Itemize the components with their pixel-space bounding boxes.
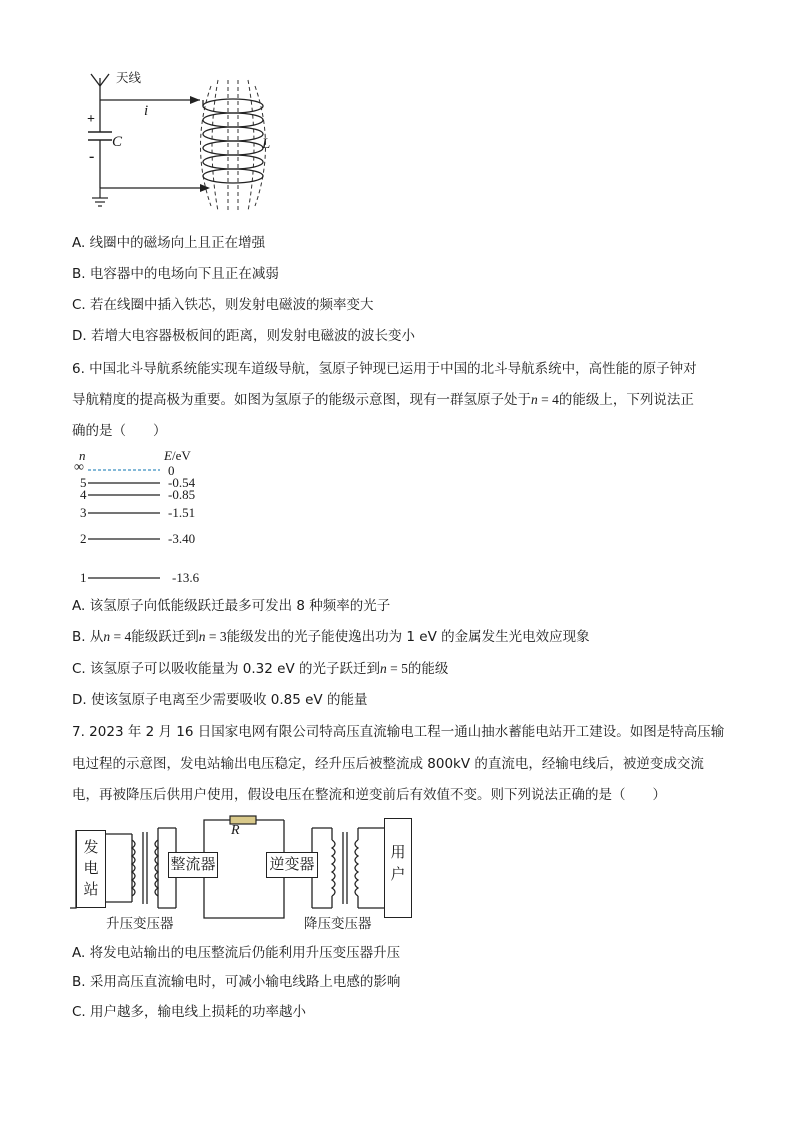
q6-b-v2: = 3 bbox=[205, 629, 227, 644]
e-label-3: -1.51 bbox=[168, 505, 196, 520]
e-label-5: -0.54 bbox=[168, 475, 196, 490]
q6-option-b bbox=[72, 628, 590, 646]
user-box bbox=[384, 818, 412, 918]
q6-stem-line1: 6. 中国北斗导航系统能实现车道级导航，氢原子钟现已运用于中国的北斗导航系统中，高性能的原子钟对 bbox=[72, 361, 697, 377]
q7-stem-line1: 7. 2023 年 2 月 16 日国家电网有限公司特高压直流输电工程一通山抽水蓄能电站开工建设。如图是特高压输 bbox=[72, 724, 725, 740]
inductor-coil bbox=[203, 99, 263, 183]
energy-level-diagram bbox=[74, 448, 234, 588]
step-up-label: 升压变压器 bbox=[106, 916, 174, 932]
q5-option-b: B. 电容器中的电场向下且正在减弱 bbox=[72, 266, 279, 282]
e-axis-header: E/eV bbox=[164, 448, 191, 463]
q6-b-v1: = 4 bbox=[110, 629, 132, 644]
q7-option-c: C. 用户越多，输电线上损耗的功率越小 bbox=[72, 1004, 307, 1020]
q7-stem-line2: 电过程的示意图，发电站输出电压稳定，经升压后被整流成 800kV 的直流电，经输电线后，被逆变成交流 bbox=[72, 756, 704, 772]
resistor-label: R bbox=[231, 823, 240, 838]
plus-sign: + bbox=[87, 112, 95, 127]
station-label: 发电站 bbox=[83, 838, 99, 898]
e-label-1: -13.6 bbox=[172, 570, 200, 585]
antenna-label: 天线 bbox=[116, 70, 142, 85]
n-axis-header: n bbox=[79, 448, 86, 463]
q5-option-d: D. 若增大电容器极板间的距离，则发射电磁波的波长变小 bbox=[72, 328, 415, 344]
capacitor-label: C bbox=[112, 134, 123, 150]
q6-b-pre: B. 从 bbox=[72, 629, 104, 645]
q7-option-b: B. 采用高压直流输电时，可减小输电线路上电感的影响 bbox=[72, 974, 401, 990]
inverter-box: 逆变器 bbox=[266, 852, 318, 878]
q6-line2-pre: 导航精度的提高极为重要。如图为氢原子的能级示意图，现有一群氢原子处于 bbox=[72, 392, 531, 408]
q6-b-n1: n bbox=[103, 629, 111, 644]
step-down-primary-coil bbox=[332, 840, 335, 896]
q6-c-post: 的能级 bbox=[407, 661, 449, 677]
lc-circuit-figure bbox=[78, 66, 288, 216]
transmission-diagram bbox=[70, 814, 420, 934]
inductor-label: L bbox=[262, 136, 271, 152]
e-label-4: -0.85 bbox=[168, 487, 196, 502]
q6-option-c bbox=[72, 660, 448, 678]
n-label-inf: ∞ bbox=[74, 460, 84, 475]
q7-option-a: A. 将发电站输出的电压整流后仍能利用升压变压器升压 bbox=[72, 945, 401, 961]
lc-circuit-svg bbox=[78, 66, 288, 216]
q6-b-post: 能级发出的光子能使逸出功为 1 eV 的金属发生光电效应现象 bbox=[226, 629, 590, 645]
q6-option-a: A. 该氢原子向低能级跃迁最多可发出 8 种频率的光子 bbox=[72, 598, 391, 614]
n-label-1: 1 bbox=[80, 570, 87, 585]
q6-stem-line3: 确的是（ ） bbox=[72, 423, 167, 439]
rectifier-box: 整流器 bbox=[168, 852, 218, 878]
n-label-4: 4 bbox=[80, 487, 87, 502]
step-down-label: 降压变压器 bbox=[304, 916, 372, 932]
q7-stem-line3: 电，再被降压后供用户使用，假设电压在整流和逆变前后有效值不变。则下列说法正确的是（ ） bbox=[72, 787, 666, 803]
n-label-3: 3 bbox=[80, 505, 87, 520]
q6-line2-post: 的能级上，下列说法正 bbox=[558, 392, 694, 408]
q6-b-n2: n bbox=[198, 629, 206, 644]
e-label-inf: 0 bbox=[168, 463, 175, 478]
step-down-secondary-coil bbox=[355, 840, 358, 896]
q6-c-n: n bbox=[379, 661, 387, 676]
current-arrow-icon bbox=[190, 96, 200, 104]
q6-stem-line2 bbox=[72, 391, 694, 409]
energy-level-lines bbox=[74, 448, 234, 588]
n-label-2: 2 bbox=[80, 531, 87, 546]
ground-icon bbox=[92, 188, 108, 206]
q6-c-pre: C. 该氢原子可以吸收能量为 0.32 eV 的光子跃迁到 bbox=[72, 661, 380, 677]
n-label-5: 5 bbox=[80, 475, 87, 490]
q5-option-c: C. 若在线圈中插入铁芯，则发射电磁波的频率变大 bbox=[72, 297, 374, 313]
q5-option-a: A. 线圈中的磁场向上且正在增强 bbox=[72, 235, 266, 251]
user-label: 用户 bbox=[390, 843, 406, 883]
e-label-2: -3.40 bbox=[168, 531, 196, 546]
q6-line2-eq: = 4 bbox=[537, 392, 559, 407]
antenna-icon bbox=[91, 74, 109, 100]
q6-c-v: = 5 bbox=[386, 661, 408, 676]
q6-b-mid: 能级跃迁到 bbox=[131, 629, 199, 645]
minus-sign: - bbox=[89, 148, 95, 165]
current-label: i bbox=[144, 103, 149, 119]
q6-line2-n: n bbox=[531, 392, 538, 407]
power-station-box bbox=[76, 830, 106, 908]
q6-option-d: D. 使该氢原子电离至少需要吸收 0.85 eV 的能量 bbox=[72, 692, 368, 708]
